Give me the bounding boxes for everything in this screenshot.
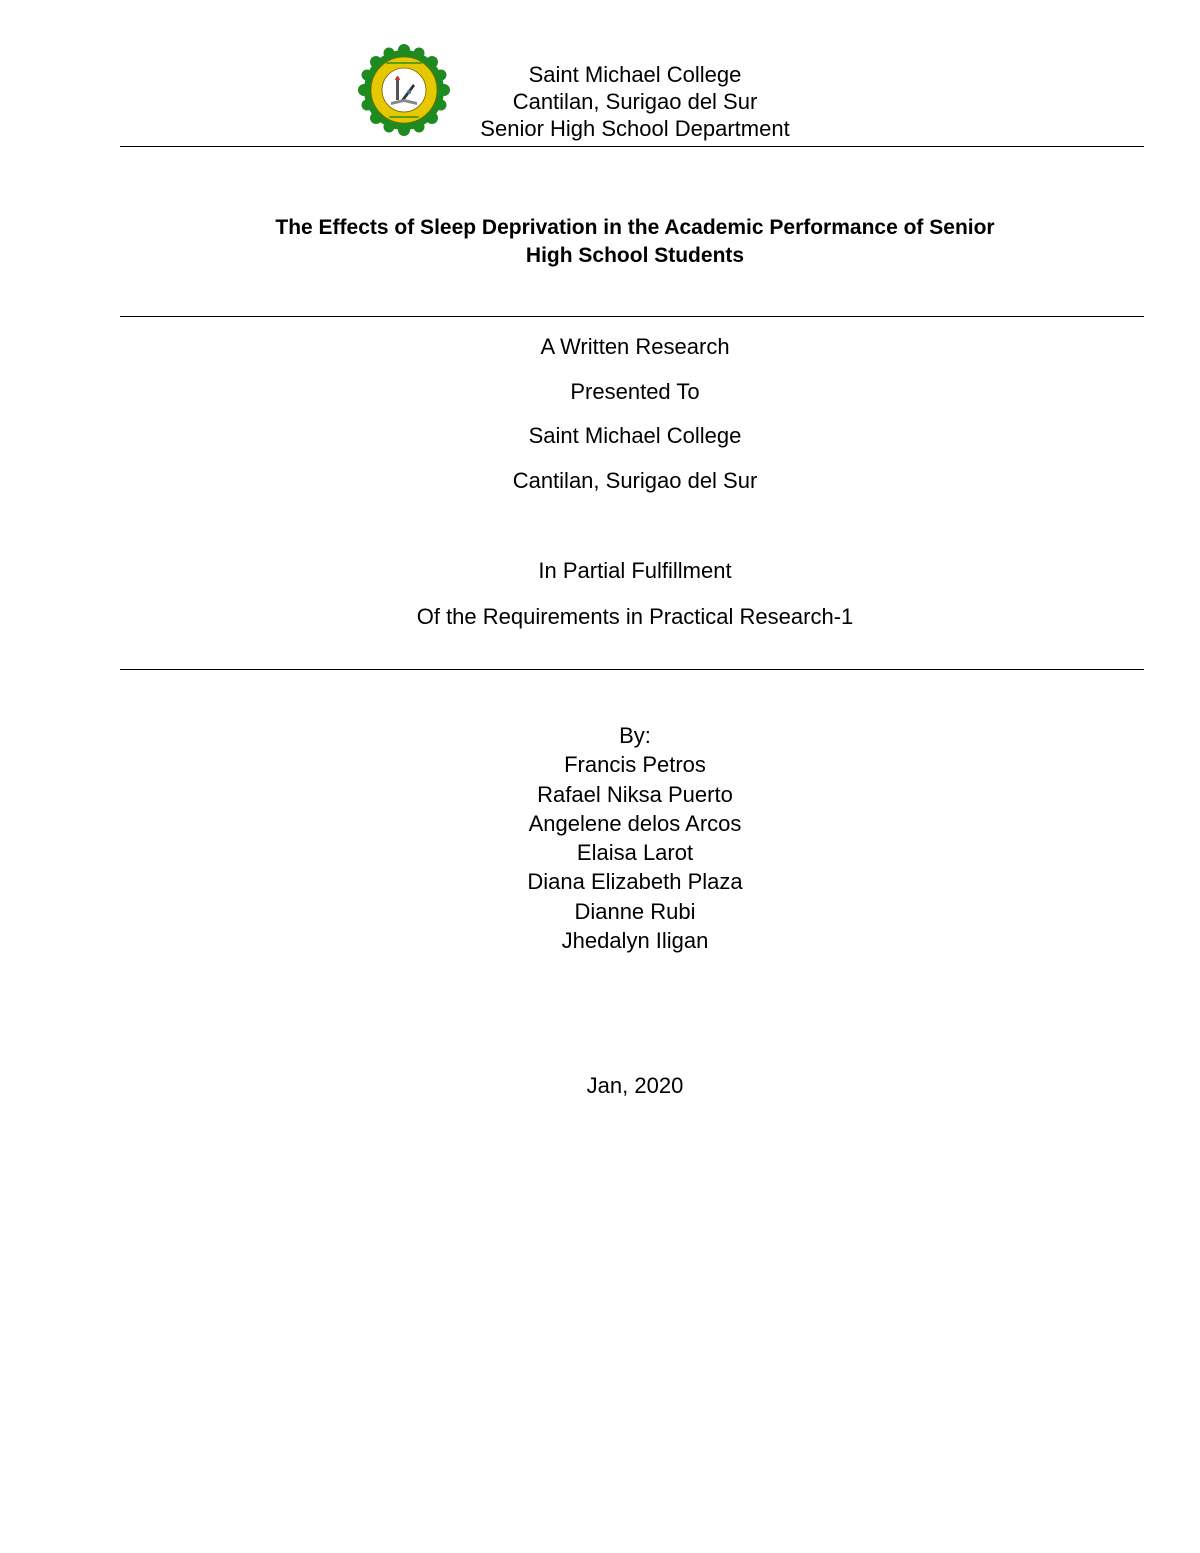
requirements-label: Of the Requirements in Practical Research-1 [416, 604, 854, 629]
institution-location: Cantilan, Surigao del Sur [512, 89, 758, 114]
author-name: Dianne Rubi [574, 898, 696, 924]
author-name: Francis Petros [564, 752, 706, 778]
written-research-label: A Written Research [540, 334, 730, 359]
title-divider [120, 316, 1144, 317]
author-name: Angelene delos Arcos [528, 810, 742, 836]
department-name: Senior High School Department [480, 116, 790, 141]
author-name: Elaisa Larot [576, 840, 694, 866]
authors-block [0, 721, 1200, 955]
institution-name: Saint Michael College [528, 62, 742, 87]
author-name: Jhedalyn Iligan [561, 928, 709, 954]
document-date: Jan, 2020 [586, 1073, 684, 1098]
header-divider [120, 146, 1144, 147]
presented-to-label: Presented To [570, 379, 700, 404]
institution-header [0, 61, 1200, 142]
partial-fulfillment-label: In Partial Fulfillment [538, 558, 732, 583]
presentation-divider [120, 669, 1144, 670]
author-name: Diana Elizabeth Plaza [527, 869, 743, 895]
presented-to-institution: Saint Michael College [528, 423, 742, 448]
author-name: Rafael Niksa Puerto [537, 781, 733, 807]
research-title [0, 214, 1200, 270]
presented-to-location: Cantilan, Surigao del Sur [512, 468, 758, 493]
by-label: By: [619, 723, 651, 748]
research-title-line-2: High School Students [525, 244, 745, 267]
research-title-line-1: The Effects of Sleep Deprivation in the Academic Performance of Senior [275, 216, 995, 239]
